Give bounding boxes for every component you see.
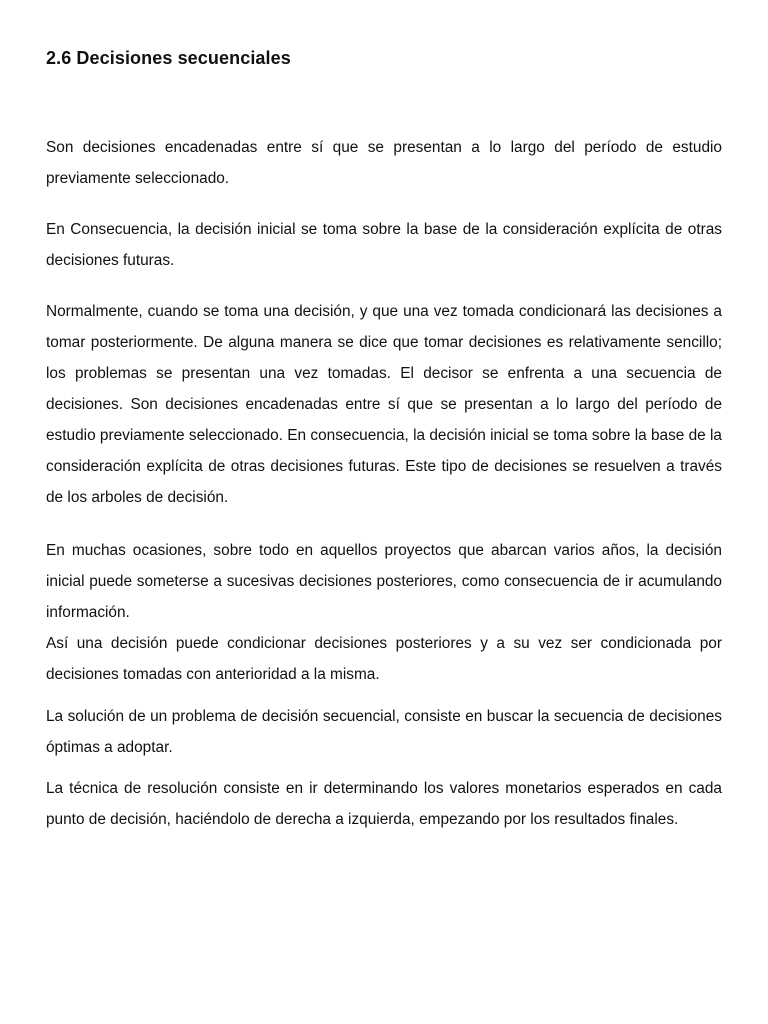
paragraph-2: En Consecuencia, la decisión inicial se toma sobre la base de la consideración explícita de otras decisiones futuras.	[46, 221, 722, 269]
paragraph-4: En muchas ocasiones, sobre todo en aquellos proyectos que abarcan varios años, la decisión inicial puede someterse a sucesivas decisiones posteriores, como consecuencia de ir acumulando información.	[46, 542, 722, 621]
paragraph-6: La solución de un problema de decisión secuencial, consiste en buscar la secuencia de decisiones óptimas a adoptar.	[46, 708, 722, 756]
section-title: 2.6 Decisiones secuenciales	[46, 48, 291, 68]
paragraph-3: Normalmente, cuando se toma una decisión, y que una vez tomada condicionará las decisiones a tomar posteriormente. De alguna manera se dice que tomar decisiones es relativamente sencillo; los problemas se presentan una vez tomadas. El decisor se enfrenta a una secuencia de decisiones. Son decisiones encadenadas entre sí que se presentan a lo largo del período de estudio previamente seleccionado. En consecuencia, la decisión inicial se toma sobre la base de la consideración explícita de otras decisiones futuras. Este tipo de decisiones se resuelven a través de los arboles de decisión.	[46, 303, 722, 506]
document-page	[46, 44, 722, 835]
paragraph-1: Son decisiones encadenadas entre sí que se presentan a lo largo del período de estudio previamente seleccionado.	[46, 139, 722, 187]
paragraph-5: Así una decisión puede condicionar decisiones posteriores y a su vez ser condicionada por decisiones tomadas con anterioridad a la misma.	[46, 635, 722, 683]
paragraph-7: La técnica de resolución consiste en ir determinando los valores monetarios esperados en cada punto de decisión, haciéndolo de derecha a izquierda, empezando por los resultados finales.	[46, 780, 722, 828]
